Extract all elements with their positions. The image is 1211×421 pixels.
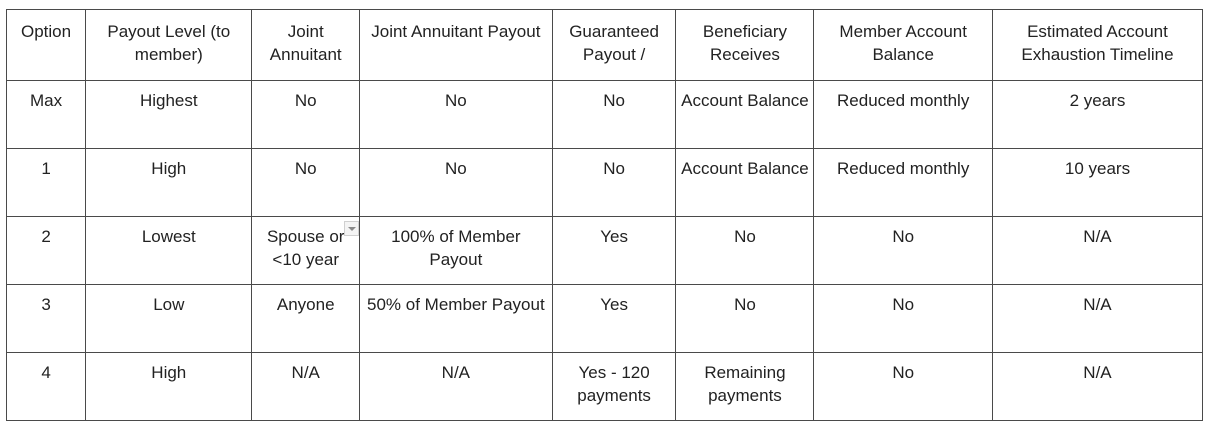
table-cell[interactable]: No xyxy=(814,353,993,421)
table-cell[interactable]: 10 years xyxy=(992,149,1202,217)
table-cell[interactable]: 2 xyxy=(7,217,86,285)
header-exhaustion-timeline[interactable]: Estimated Account Exhaustion Timeline xyxy=(992,10,1202,81)
table-cell[interactable]: 1 xyxy=(7,149,86,217)
table-cell[interactable]: Highest xyxy=(86,81,252,149)
table-row xyxy=(7,149,1203,217)
header-joint-annuitant[interactable]: Joint Annuitant xyxy=(252,10,360,81)
header-guaranteed-payout[interactable]: Guaranteed Payout / xyxy=(552,10,676,81)
table-cell[interactable]: Yes - 120 payments xyxy=(552,353,676,421)
table-cell[interactable]: No xyxy=(359,81,552,149)
table-cell[interactable]: Reduced monthly xyxy=(814,149,993,217)
header-option[interactable]: Option xyxy=(7,10,86,81)
table-cell[interactable]: High xyxy=(86,353,252,421)
table-cell[interactable]: 100% of Member Payout xyxy=(359,217,552,285)
table-cell[interactable]: No xyxy=(676,217,814,285)
table-cell[interactable]: High xyxy=(86,149,252,217)
table-cell[interactable]: N/A xyxy=(359,353,552,421)
table-cell[interactable]: No xyxy=(252,81,360,149)
header-member-account-balance[interactable]: Member Account Balance xyxy=(814,10,993,81)
table-cell[interactable]: 2 years xyxy=(992,81,1202,149)
table-cell[interactable]: N/A xyxy=(252,353,360,421)
table-cell[interactable]: N/A xyxy=(992,353,1202,421)
table-cell[interactable]: Max xyxy=(7,81,86,149)
header-payout-level[interactable]: Payout Level (to member) xyxy=(86,10,252,81)
table-cell[interactable]: No xyxy=(252,149,360,217)
table-cell[interactable]: Yes xyxy=(552,217,676,285)
table-row xyxy=(7,217,1203,285)
header-joint-annuitant-payout[interactable]: Joint Annuitant Payout xyxy=(359,10,552,81)
header-beneficiary-receives[interactable]: Beneficiary Receives xyxy=(676,10,814,81)
table-cell[interactable]: Yes xyxy=(552,285,676,353)
table-cell[interactable]: Account Balance xyxy=(676,149,814,217)
table-cell[interactable]: Reduced monthly xyxy=(814,81,993,149)
table-cell[interactable]: N/A xyxy=(992,285,1202,353)
table-cell[interactable]: No xyxy=(814,217,993,285)
cell-text-line: Spouse or xyxy=(266,227,345,246)
table-header-row xyxy=(7,10,1203,81)
table-cell[interactable]: No xyxy=(814,285,993,353)
table-cell[interactable]: No xyxy=(359,149,552,217)
table-row xyxy=(7,353,1203,421)
table-cell[interactable]: Account Balance xyxy=(676,81,814,149)
table-cell-joint-annuitant-selected[interactable] xyxy=(252,217,360,285)
table-cell[interactable]: Anyone xyxy=(252,285,360,353)
table-row xyxy=(7,285,1203,353)
table-cell[interactable]: Remaining payments xyxy=(676,353,814,421)
table-cell[interactable]: 50% of Member Payout xyxy=(359,285,552,353)
table-cell[interactable]: No xyxy=(676,285,814,353)
table-row xyxy=(7,81,1203,149)
table-cell[interactable]: N/A xyxy=(992,217,1202,285)
table-cell[interactable]: Low xyxy=(86,285,252,353)
table-cell[interactable]: Lowest xyxy=(86,217,252,285)
payout-options-table-container xyxy=(6,9,1203,421)
table-cell[interactable]: No xyxy=(552,81,676,149)
payout-options-table xyxy=(6,9,1203,421)
table-cell[interactable]: 3 xyxy=(7,285,86,353)
chevron-down-icon[interactable] xyxy=(344,221,359,236)
table-cell[interactable]: 4 xyxy=(7,353,86,421)
table-cell[interactable]: No xyxy=(552,149,676,217)
cell-text-line: <10 year xyxy=(272,250,340,269)
